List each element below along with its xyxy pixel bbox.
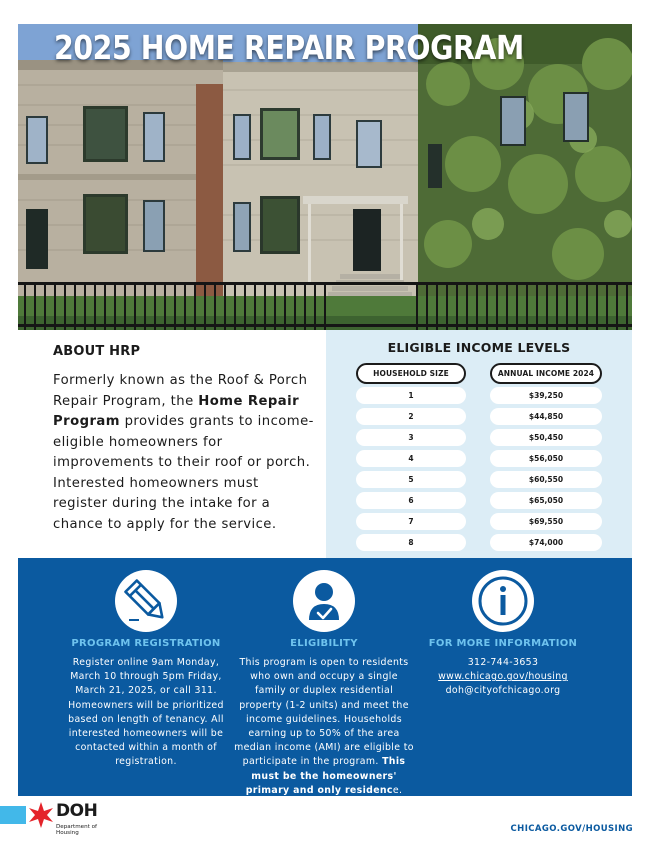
eligibility-text: This program is open to residents who own and occupy a single family or duplex residential property (1-2 units) and meet the income guidelines. Households earning up to 50% of the area median income (AMI) are eligible to participate in the program.: [234, 657, 414, 768]
person-check-icon: [293, 570, 355, 632]
annual-income-cell: $39,250: [490, 387, 602, 404]
household-size-cell: 2: [356, 408, 466, 425]
about-section: [53, 344, 315, 535]
pencil-icon: [115, 570, 177, 632]
annual-income-cell: $50,450: [490, 429, 602, 446]
household-size-cell: 8: [356, 534, 466, 551]
household-size-cell: 5: [356, 471, 466, 488]
logo-subtitle-line: Housing: [56, 830, 79, 837]
info-contacts: [413, 656, 593, 699]
annual-income-cell: $44,850: [490, 408, 602, 425]
household-size-cell: 1: [356, 387, 466, 404]
annual-income-header: ANNUAL INCOME 2024: [490, 363, 602, 384]
house-illustration: [18, 24, 632, 330]
eligibility-text-block: [234, 656, 414, 798]
website-link[interactable]: www.chicago.gov/housing: [438, 671, 568, 683]
about-text-end: provides grants to income-eligible homeowners for improvements to their roof or porch. Interested homeowners must register during the intake for a chance to apply for the service.: [53, 414, 314, 532]
annual-income-cell: $74,000: [490, 534, 602, 551]
eligibility-note-end: e.: [392, 784, 403, 796]
info-band: [18, 558, 632, 796]
info-icon: [472, 570, 534, 632]
logo-text: DOH: [56, 801, 98, 821]
annual-income-cell: $69,550: [490, 513, 602, 530]
household-size-cell: 3: [356, 429, 466, 446]
household-size-cell: 4: [356, 450, 466, 467]
household-size-header: HOUSEHOLD SIZE: [356, 363, 466, 384]
income-heading: ELIGIBLE INCOME LEVELS: [387, 340, 571, 355]
logo-subtitle: [56, 824, 97, 837]
logo-subtitle-line: Department of: [56, 824, 98, 830]
page-title: 2025 HOME REPAIR PROGRAM: [54, 28, 524, 67]
about-body: [53, 371, 315, 535]
hero-photo: [18, 24, 632, 330]
about-heading: ABOUT HRP: [53, 344, 141, 359]
email-address[interactable]: doh@cityofchicago.org: [445, 685, 561, 697]
phone-number: 312-744-3653: [467, 657, 539, 668]
registration-title: PROGRAM REGISTRATION: [71, 638, 221, 649]
household-size-cell: 6: [356, 492, 466, 509]
eligibility-note: This must be the homeowners' primary and only residenc: [245, 756, 406, 796]
footer-url[interactable]: CHICAGO.GOV/HOUSING: [510, 824, 633, 834]
annual-income-cell: $60,550: [490, 471, 602, 488]
eligibility-title: ELIGIBILITY: [290, 638, 358, 649]
income-levels-panel: [326, 330, 632, 558]
footer-accent-bar: [0, 806, 26, 824]
household-size-cell: 7: [356, 513, 466, 530]
info-title: FOR MORE INFORMATION: [428, 638, 578, 649]
annual-income-cell: $65,050: [490, 492, 602, 509]
about-text-start: Formerly known as the Roof & Porch Repair Program, the: [53, 373, 308, 409]
about-program-name: Home Repair Program: [53, 393, 300, 429]
annual-income-cell: $56,050: [490, 450, 602, 467]
registration-text: Register online 9am Monday, March 10 through 5pm Friday, March 21, 2025, or call 311. Homeowners will be prioritized based on length of tenancy. All interested homeowners will be contacted within a month of registration.: [68, 657, 224, 768]
